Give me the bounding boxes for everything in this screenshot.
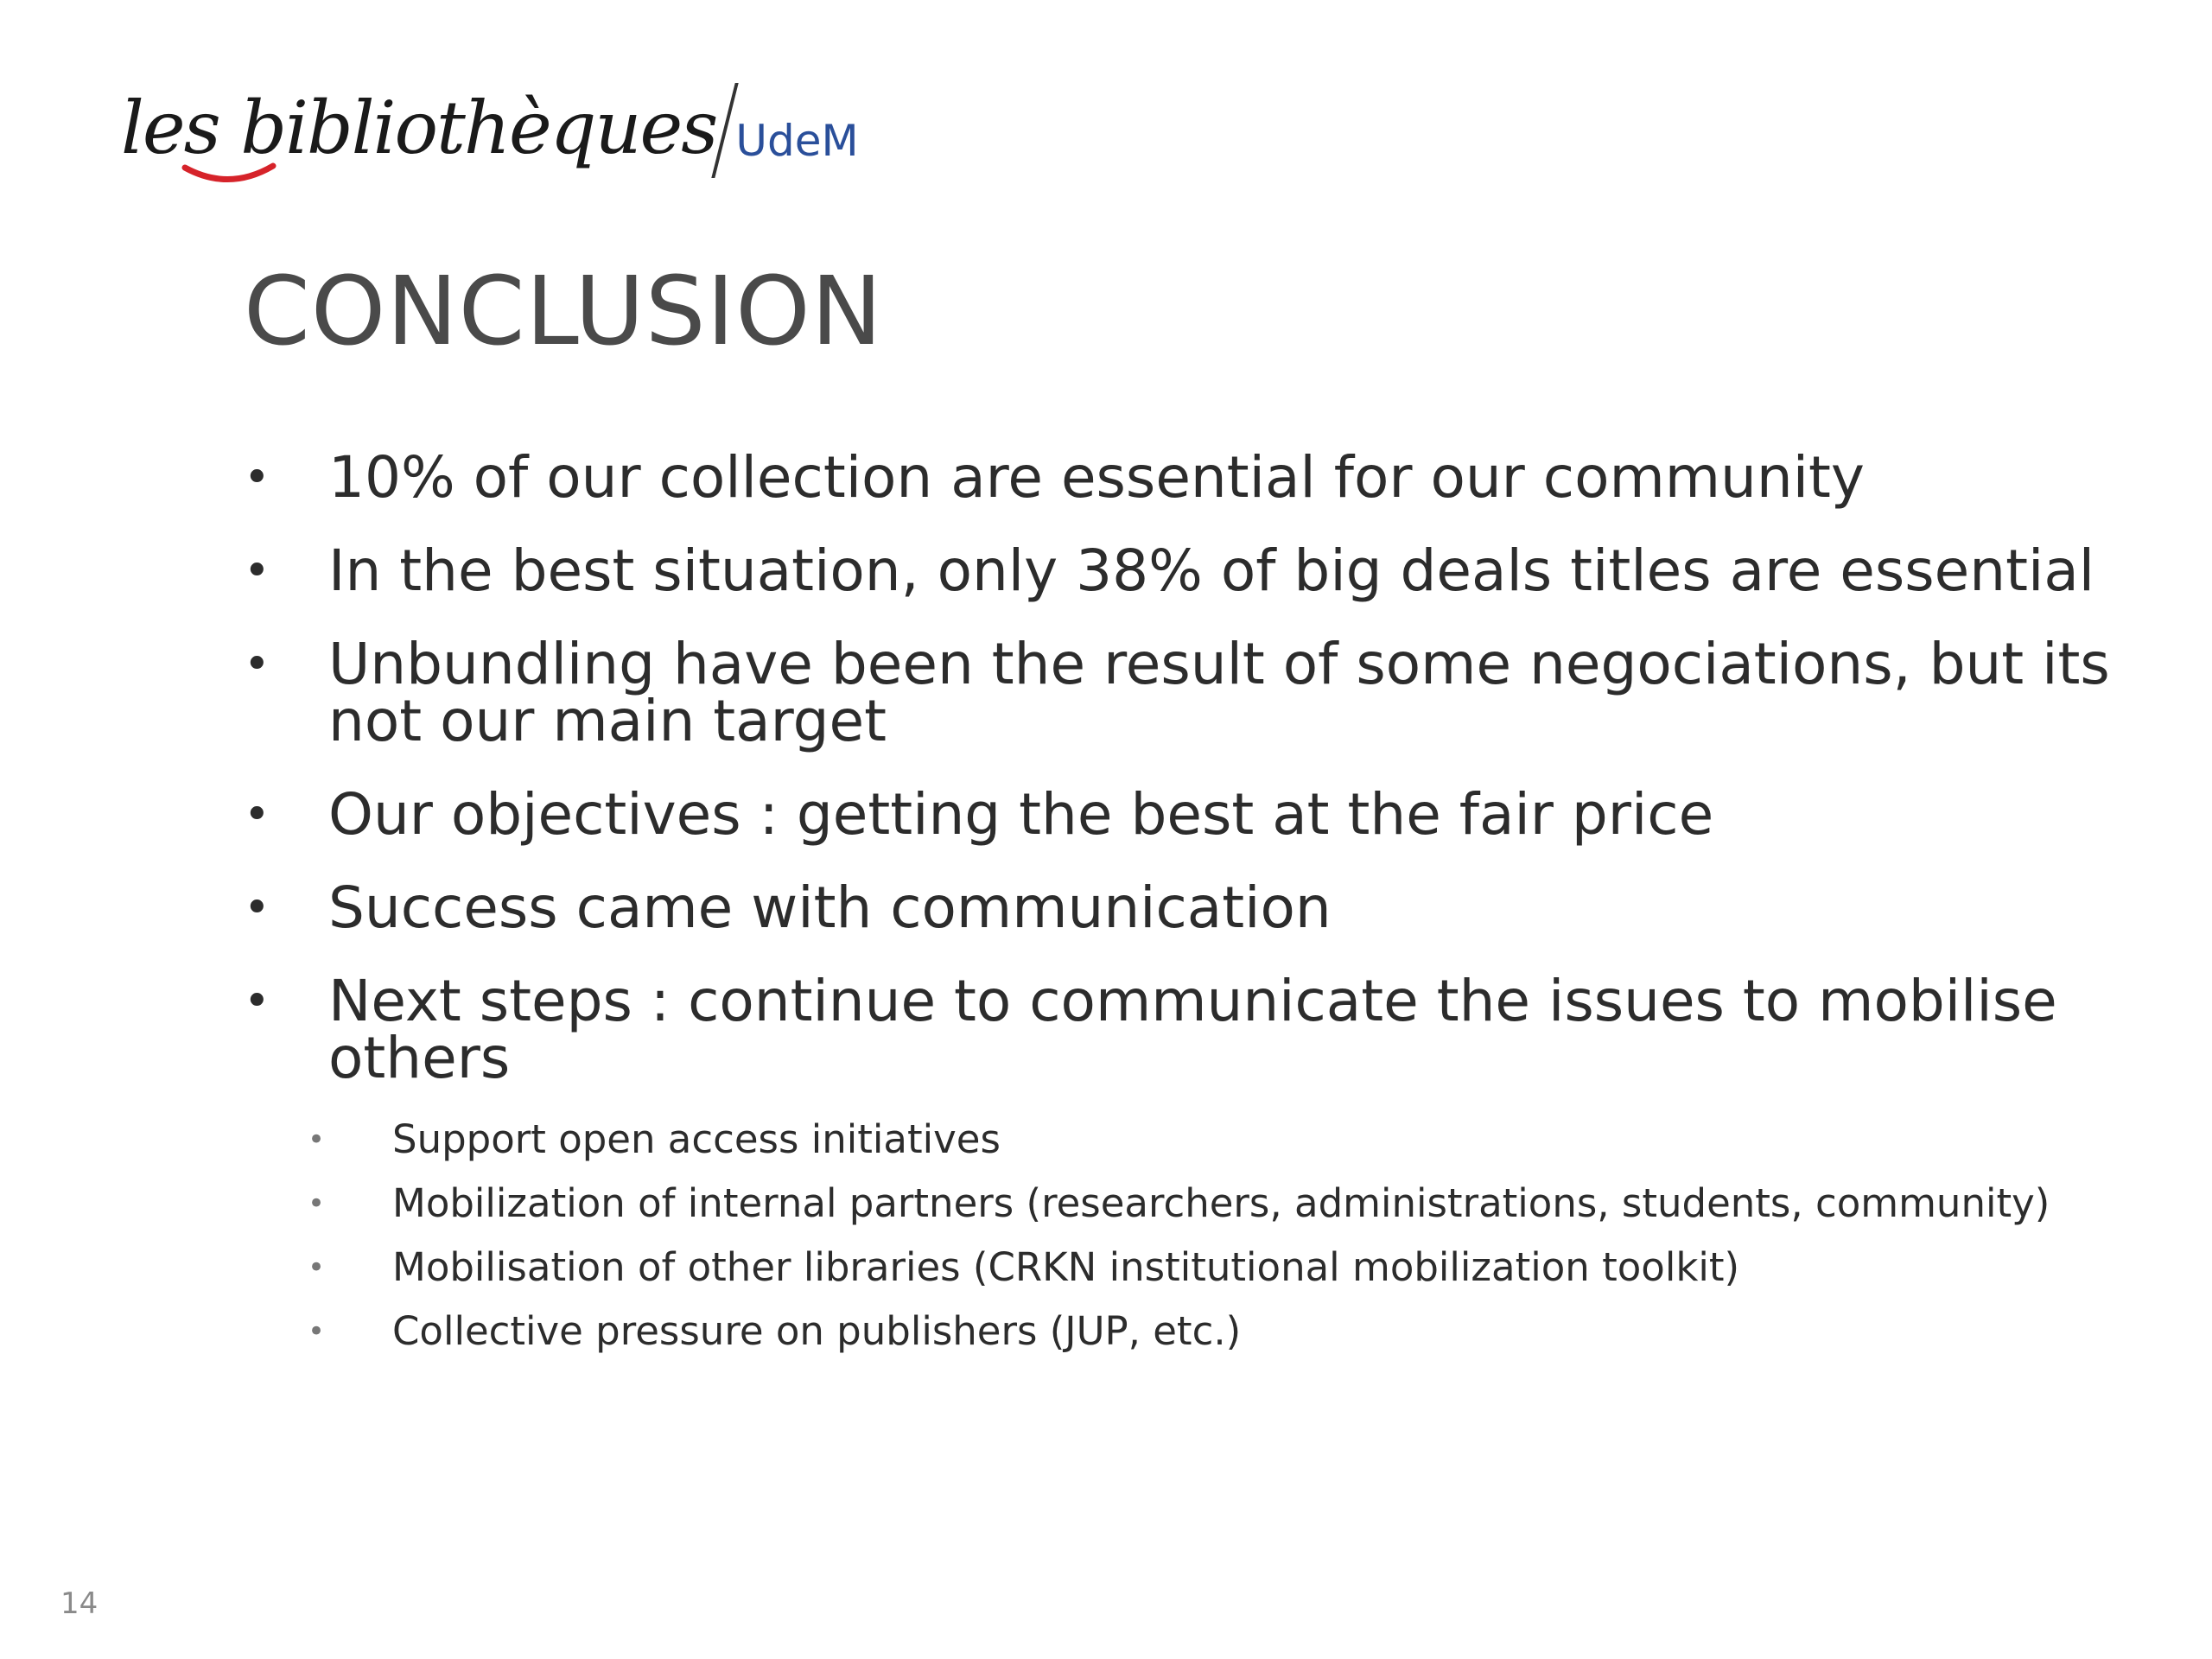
bullet-item [244,444,2145,511]
bullet-item [244,631,2145,754]
sub-bullet-text: Support open access initiatives [392,1116,1001,1162]
bullet-item [244,537,2145,604]
bullet-text: Our objectives : getting the best at the fair price [328,781,1714,848]
sub-bullet-item [244,1180,2145,1227]
sub-bullet-dot-icon: • [308,1186,326,1221]
bullet-text: 10% of our collection are essential for our community [328,444,1865,511]
bullet-dot-icon: • [244,452,270,504]
bullet-item [244,874,2145,941]
sub-bullet-list [244,1116,2145,1355]
sub-bullet-text: Mobilization of internal partners (researchers, administrations, students, community) [392,1180,2050,1226]
bullet-item [244,781,2145,848]
bullet-dot-icon: • [244,545,270,597]
bullet-item [244,968,2145,1091]
sub-bullet-group [244,1116,2145,1355]
logo-udem-text: UdeM [735,116,859,166]
bullet-text: In the best situation, only 38% of big deals titles are essential [328,537,2095,604]
bullet-dot-icon: • [244,882,270,934]
bullet-text: Success came with communication [328,874,1332,941]
sub-bullet-dot-icon: • [308,1122,326,1157]
logo-script-text: les bibliothèques [121,86,717,170]
bullet-dot-icon: • [244,789,270,841]
sub-bullet-item [244,1308,2145,1355]
logo-swoosh-icon [181,162,276,188]
sub-bullet-text: Collective pressure on publishers (JUP, etc.) [392,1308,1242,1354]
bullet-text: Unbundling have been the result of some negociations, but its not our main target [328,631,2110,754]
bullet-dot-icon: • [244,639,270,690]
bullet-list [244,444,2145,1372]
page-number: 14 [60,1586,99,1621]
sub-bullet-item [244,1244,2145,1291]
sub-bullet-text: Mobilisation of other libraries (CRKN institutional mobilization toolkit) [392,1244,1740,1290]
sub-bullet-item [244,1116,2145,1163]
sub-bullet-dot-icon: • [308,1250,326,1285]
bullet-text: Next steps : continue to communicate the issues to mobilise others [328,968,2057,1091]
sub-bullet-dot-icon: • [308,1314,326,1349]
library-logo [121,67,859,188]
bullet-dot-icon: • [244,976,270,1027]
slide-title: CONCLUSION [244,256,883,366]
